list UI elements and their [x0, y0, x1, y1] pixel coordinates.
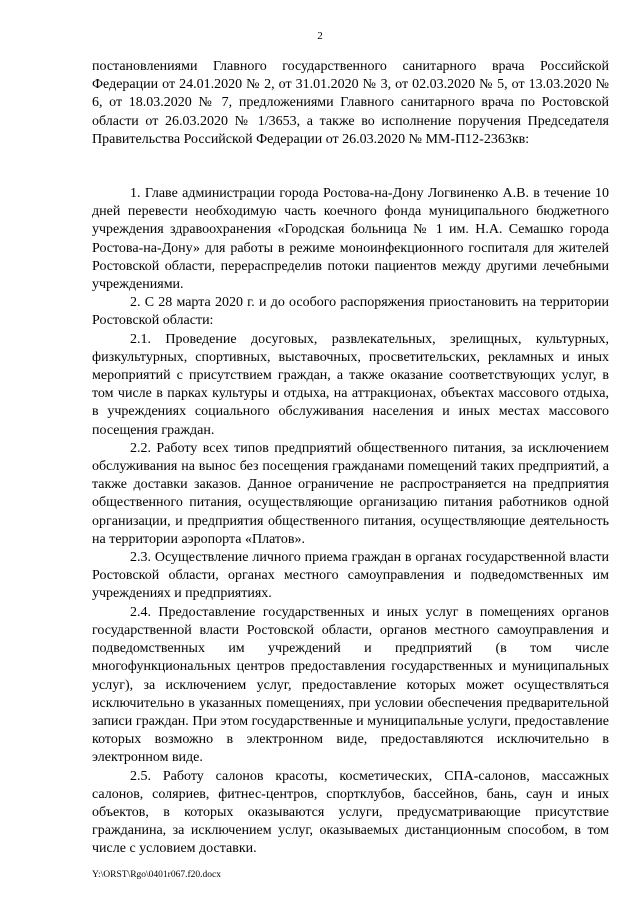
- paragraph-preamble: постановлениями Главного государственного санитарного врача Российской Федерации от 24.01.2020 № 2, от 31.01.2020 № 3, от 02.03.2020 № 5, от 13.03.2020 № 6, от 18.03.2020 № 7, предложениями Главного санитарного врача по Ростовской области от 26.03.2020 № 1/3653, а также во исполнение поручения Председателя Правительства Российской Федерации от 26.03.2020 № ММ-П12-2363кв:: [92, 59, 609, 147]
- paragraph-item-2: 2. С 28 марта 2020 г. и до особого распоряжения приостановить на территории Ростовской области:: [92, 295, 609, 329]
- paragraph-item-2-1: 2.1. Проведение досуговых, развлекательных, зрелищных, культурных, физкультурных, спортивных, выставочных, просветительских, рекламных и иных мероприятий с присутствием граждан, а также оказание соответствующих услуг, в том числе в парках культуры и отдыха, на аттракционах, объектах массового отдыха, в учреждениях социального обслуживания населения и иных местах массового посещения граждан.: [92, 331, 609, 438]
- paragraph-item-2-3: 2.3. Осуществление личного приема граждан в органах государственной власти Ростовской области, органах местного самоуправления и подведомственных им учреждениях и предприятиях.: [92, 550, 609, 602]
- paragraph-item-2-2: 2.2. Работу всех типов предприятий общественного питания, за исключением обслуживания на вынос без посещения гражданами помещений таких предприятий, а также доставки заказов. Данное ограничение не распространяется на предприятия общественного питания, осуществляющие организацию питания работников одной организации, и предприятия общественного питания, осуществляющие деятельность на территории аэропорта «Платов».: [92, 440, 609, 547]
- page-number: 2: [317, 30, 323, 42]
- paragraph-item-2-4: 2.4. Предоставление государственных и иных услуг в помещениях органов государственной власти Ростовской области, органов местного самоуправления и подведомственных им учреждений и предприятий (в том числе многофункциональных центров предоставления государственных и муниципальных услуг), за исключением услуг, предоставление которых может осуществляться исключительно в указанных помещениях, при условии обеспечения предварительной записи граждан. При этом государственные и муниципальные услуги, предоставление которых возможно в электронном виде, предоставляются исключительно в электронном виде.: [92, 604, 609, 766]
- document-body: [92, 58, 609, 859]
- paragraph-item-1: 1. Главе администрации города Ростова-на-Дону Логвиненко А.В. в течение 10 дней перевести необходимую часть коечного фонда муниципального бюджетного учреждения здравоохранения «Городская больница № 1 им. Н.А. Семашко города Ростова-на-Дону» для работы в режиме моноинфекционного госпиталя для жителей Ростовской области, перераспределив потоки пациентов между другими лечебными учреждениями.: [92, 186, 609, 293]
- paragraph-item-2-5: 2.5. Работу салонов красоты, косметических, СПА-салонов, массажных салонов, соляриев, фитнес-центров, спортклубов, бассейнов, бань, саун и иных объектов, в которых оказываются услуги, предусматривающие присутствие гражданина, за исключением услуг, оказываемых дистанционным способом, в том числе с условием доставки.: [92, 768, 609, 857]
- footer-file-path: Y:\ORST\Rgo\0401r067.f20.docx: [92, 870, 221, 880]
